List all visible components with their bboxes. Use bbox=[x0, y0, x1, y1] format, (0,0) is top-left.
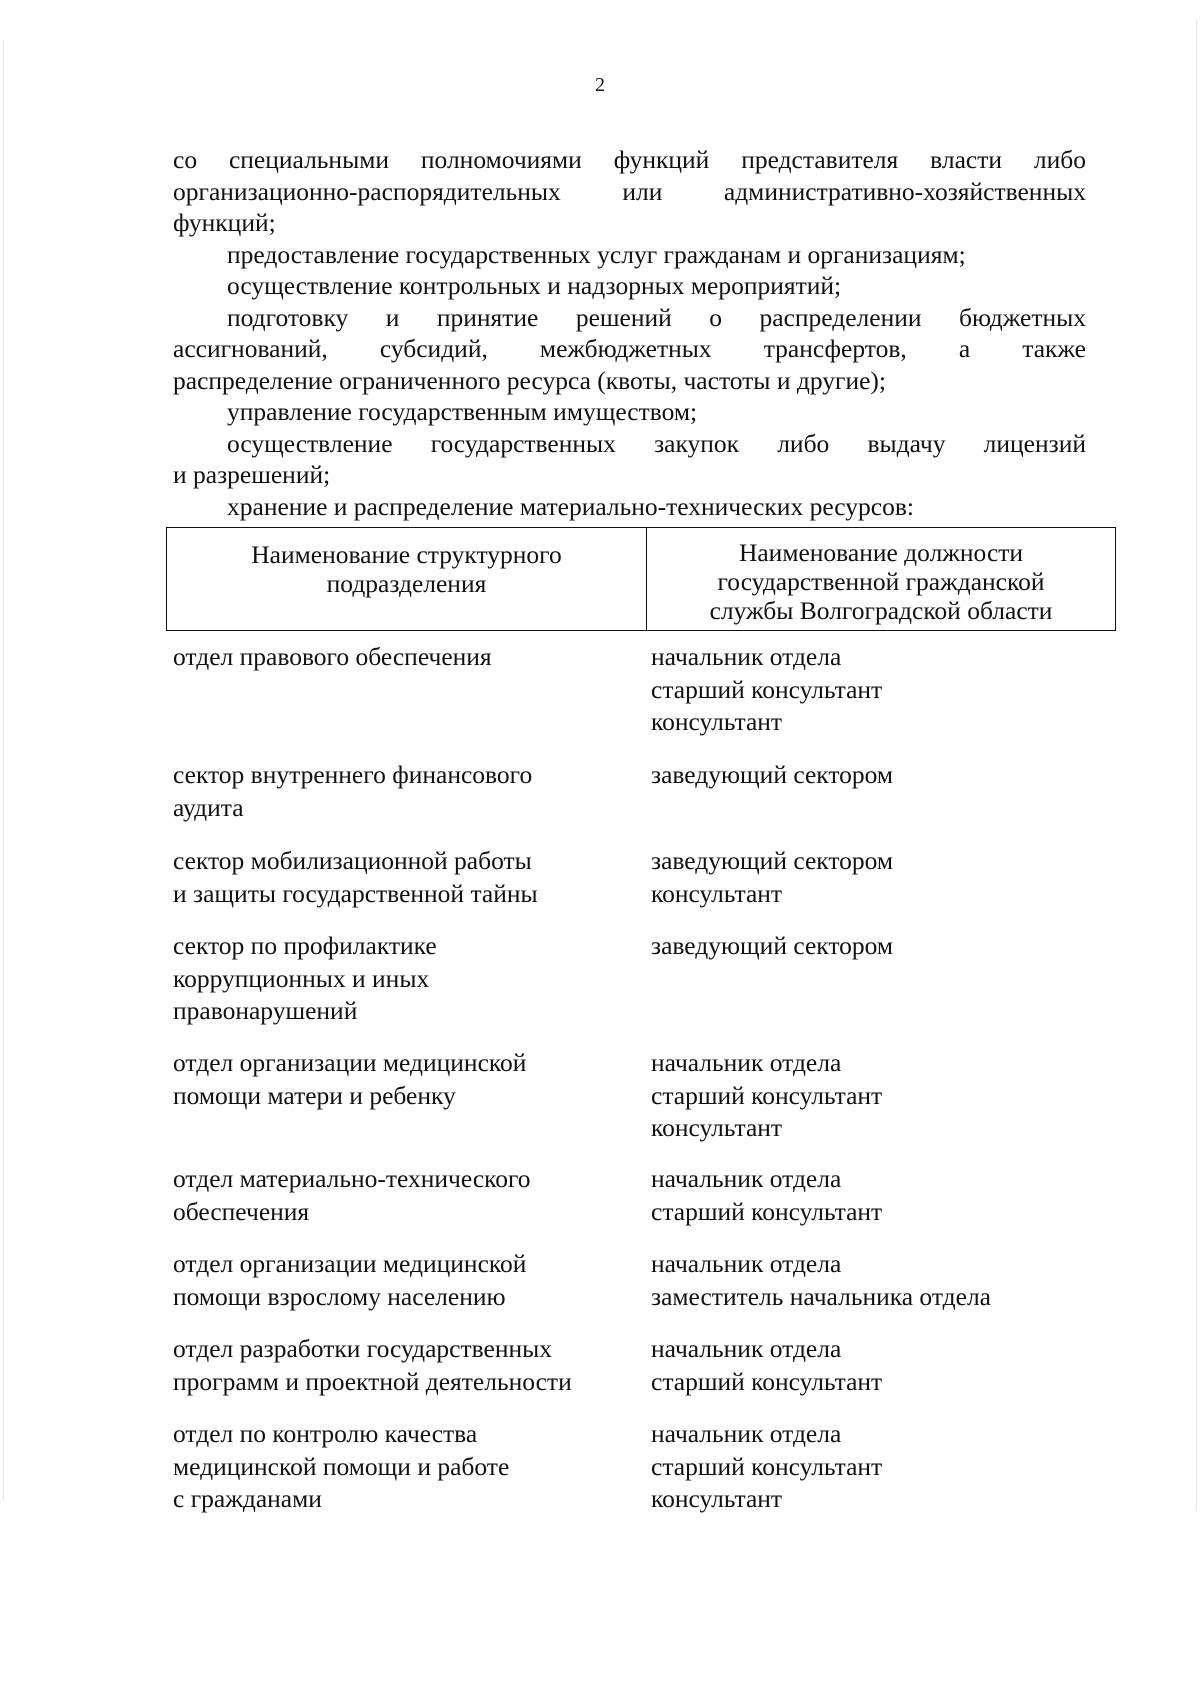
position-cell bbox=[651, 930, 1093, 1047]
position-line: консультант bbox=[651, 878, 783, 908]
department-line: отдел материально-технического bbox=[173, 1164, 531, 1193]
department-line: коррупционных и иных bbox=[173, 963, 430, 993]
position-line: начальник отдела bbox=[651, 1249, 842, 1278]
paragraph-budget-line: ассигнований, субсидий, межбюджетных трансфертов, а также bbox=[173, 334, 1086, 363]
department-line: отдел организации медицинской bbox=[173, 1048, 527, 1077]
header-position bbox=[647, 528, 1115, 630]
position-line: старший консультант bbox=[651, 1196, 883, 1226]
header-department-line: подразделения bbox=[326, 569, 487, 598]
position-line: начальник отдела bbox=[651, 1048, 842, 1077]
table-row bbox=[173, 1163, 1093, 1248]
department-line: отдел разработки государственных bbox=[173, 1334, 552, 1363]
position-cell bbox=[651, 1163, 1093, 1248]
position-line: консультант bbox=[651, 1484, 783, 1513]
department-line: правонарушений bbox=[173, 996, 358, 1025]
position-cell bbox=[651, 641, 1093, 759]
table-row bbox=[173, 641, 1093, 759]
table-row bbox=[173, 759, 1093, 845]
paragraph-budget-line: распределение ограниченного ресурса (квоты, частоты и другие); bbox=[173, 365, 886, 395]
paragraph-storage: хранение и распределение материально-технических ресурсов: bbox=[227, 491, 914, 521]
position-cell bbox=[651, 1418, 1093, 1528]
paragraph-procurement-line: осуществление государственных закупок либо выдачу лицензий bbox=[227, 428, 1086, 458]
department-line: медицинской помощи и работе bbox=[173, 1451, 510, 1481]
position-cell bbox=[651, 1047, 1093, 1163]
department-line: обеспечения bbox=[173, 1196, 310, 1226]
department-cell bbox=[173, 1047, 651, 1163]
department-line: аудита bbox=[173, 792, 244, 822]
position-line: начальник отдела bbox=[651, 1334, 842, 1363]
header-position-line: государственной гражданской bbox=[717, 567, 1045, 596]
header-department-line: Наименование структурного bbox=[251, 540, 562, 569]
position-line: заведующий сектором bbox=[651, 931, 894, 960]
position-line: старший консультант bbox=[651, 1080, 883, 1110]
header-position-line: Наименование должности bbox=[738, 538, 1024, 567]
position-line: заместитель начальника отдела bbox=[651, 1281, 991, 1311]
position-line: старший консультант bbox=[651, 1366, 883, 1396]
department-cell bbox=[173, 759, 651, 845]
position-line: заведующий сектором bbox=[651, 846, 894, 875]
scan-edge-left bbox=[3, 40, 4, 1500]
position-cell bbox=[651, 759, 1093, 845]
position-cell bbox=[651, 845, 1093, 930]
scan-edge-right bbox=[1196, 20, 1197, 1510]
department-cell bbox=[173, 1163, 651, 1248]
department-line: отдел по контролю качества bbox=[173, 1419, 478, 1448]
department-cell bbox=[173, 930, 651, 1047]
department-line: и защиты государственной тайны bbox=[173, 878, 538, 908]
intro-line: функций; bbox=[173, 208, 276, 237]
department-cell bbox=[173, 845, 651, 930]
department-cell bbox=[173, 1418, 651, 1528]
position-line: консультант bbox=[651, 707, 783, 736]
department-line: сектор мобилизационной работы bbox=[173, 846, 532, 875]
department-line: сектор внутреннего финансового bbox=[173, 760, 533, 789]
intro-line: организационно-распорядительных или административно-хозяйственных bbox=[173, 176, 1086, 206]
table-header bbox=[166, 527, 1116, 631]
position-line: консультант bbox=[651, 1113, 783, 1142]
paragraph-services: предоставление государственных услуг гражданам и организациям; bbox=[227, 239, 966, 269]
header-position-line: службы Волгоградской области bbox=[709, 596, 1053, 625]
department-line: сектор по профилактике bbox=[173, 931, 437, 960]
position-cell bbox=[651, 1248, 1093, 1333]
department-line: отдел организации медицинской bbox=[173, 1249, 527, 1278]
position-cell bbox=[651, 1333, 1093, 1418]
page-number: 2 bbox=[595, 74, 605, 96]
department-cell bbox=[173, 641, 651, 759]
department-line: программ и проектной деятельности bbox=[173, 1366, 572, 1396]
paragraph-property: управление государственным имуществом; bbox=[227, 397, 698, 426]
department-line: с гражданами bbox=[173, 1484, 322, 1513]
table-row bbox=[173, 845, 1093, 930]
department-line: отдел правового обеспечения bbox=[173, 642, 492, 671]
position-line: начальник отдела bbox=[651, 1164, 842, 1193]
position-line: старший консультант bbox=[651, 674, 883, 704]
position-line: начальник отдела bbox=[651, 1419, 842, 1448]
intro-text bbox=[173, 144, 1086, 522]
table-row bbox=[173, 1333, 1093, 1418]
table-row bbox=[173, 1418, 1093, 1528]
department-line: помощи матери и ребенку bbox=[173, 1080, 456, 1110]
paragraph-control: осуществление контрольных и надзорных мероприятий; bbox=[227, 271, 842, 300]
intro-line: со специальными полномочиями функций представителя власти либо bbox=[173, 145, 1086, 174]
table-row bbox=[173, 930, 1093, 1047]
department-cell bbox=[173, 1333, 651, 1418]
position-line: начальник отдела bbox=[651, 642, 842, 671]
department-line: помощи взрослому населению bbox=[173, 1281, 506, 1311]
header-department bbox=[167, 528, 647, 630]
table-row bbox=[173, 1248, 1093, 1333]
paragraph-procurement-line: и разрешений; bbox=[173, 460, 331, 489]
position-line: заведующий сектором bbox=[651, 760, 894, 789]
department-cell bbox=[173, 1248, 651, 1333]
position-line: старший консультант bbox=[651, 1451, 883, 1481]
table-body bbox=[173, 641, 1093, 1528]
paragraph-budget-line: подготовку и принятие решений о распределении бюджетных bbox=[227, 302, 1086, 332]
table-row bbox=[173, 1047, 1093, 1163]
